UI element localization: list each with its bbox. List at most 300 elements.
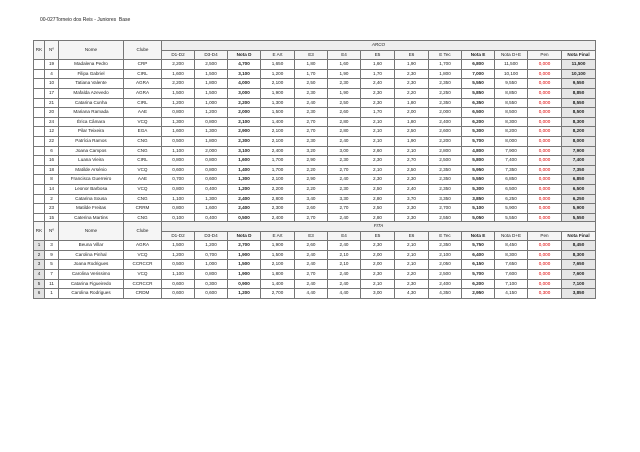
table-row <box>34 250 596 260</box>
cell-d1d2: 1,200 <box>162 98 195 108</box>
page-title: 00-027Torneio dos Reis - Juniores Base <box>40 17 131 23</box>
cell-notade: 5,900 <box>495 204 528 214</box>
cell-notae: 5,700 <box>462 136 495 146</box>
cell-d3d4: 1,300 <box>195 127 228 137</box>
cell-notade: 7,100 <box>495 279 528 289</box>
cell-d1d2: 0,700 <box>162 175 195 185</box>
cell-e5: 2,10 <box>361 127 395 137</box>
cell-e6: 2,20 <box>395 269 429 279</box>
cell-nome: Beuna Villar <box>59 241 124 251</box>
cell-notae: 5,300 <box>462 127 495 137</box>
cell-d1d2: 1,100 <box>162 269 195 279</box>
cell-nome: Catarina Cunha <box>59 98 124 108</box>
cell-d3d4: 1,600 <box>195 204 228 214</box>
cell-etec: 2,100 <box>429 250 462 260</box>
cell-notade: 8,000 <box>495 136 528 146</box>
column-header-pen: Pen <box>528 231 562 241</box>
cell-e5: 1,60 <box>361 60 395 70</box>
cell-notade: 7,400 <box>495 156 528 166</box>
cell-e5: 1,70 <box>361 69 395 79</box>
cell-rk <box>34 98 45 108</box>
cell-pen: 0,000 <box>528 194 562 204</box>
cell-pen: 0,000 <box>528 213 562 223</box>
cell-notae: 5,700 <box>462 269 495 279</box>
column-header-clube: Clube <box>124 222 162 241</box>
cell-rk <box>34 204 45 214</box>
header-row <box>34 222 596 232</box>
cell-notade: 8,550 <box>495 98 528 108</box>
cell-notae: 6,400 <box>462 250 495 260</box>
cell-e6: 1,90 <box>395 60 429 70</box>
cell-rk <box>34 108 45 118</box>
cell-eart: 2,300 <box>261 204 295 214</box>
cell-e4: 2,40 <box>328 241 361 251</box>
cell-nome: Carolina Pinhal <box>59 250 124 260</box>
cell-e6: 2,10 <box>395 146 429 156</box>
column-header-etec: E Tec <box>429 231 462 241</box>
cell-e4: 2,30 <box>328 156 361 166</box>
cell-etec: 2,000 <box>429 108 462 118</box>
cell-final: 7,650 <box>562 260 596 270</box>
table-row <box>34 79 596 89</box>
cell-notade: 8,500 <box>495 108 528 118</box>
cell-clube: AGRA <box>124 88 162 98</box>
cell-nome: Joana Rodrigues <box>59 260 124 270</box>
cell-e3: 2,70 <box>295 213 328 223</box>
cell-eart: 1,900 <box>261 241 295 251</box>
cell-etec: 2,350 <box>429 165 462 175</box>
cell-e5: 2,10 <box>361 136 395 146</box>
cell-rk <box>34 60 45 70</box>
cell-e5: 2,10 <box>361 117 395 127</box>
cell-pen: 0,000 <box>528 69 562 79</box>
cell-eart: 2,400 <box>261 146 295 156</box>
cell-d3d4: 0,600 <box>195 175 228 185</box>
cell-d3d4: 0,300 <box>195 279 228 289</box>
cell-e4: 2,80 <box>328 127 361 137</box>
column-header-notade: Nota D+E <box>495 50 528 60</box>
table-row <box>34 98 596 108</box>
cell-e6: 2,00 <box>395 108 429 118</box>
cell-final: 9,550 <box>562 79 596 89</box>
cell-e6: 1,90 <box>395 136 429 146</box>
cell-d1d2: 0,800 <box>162 156 195 166</box>
cell-nome: Pilar Teixeira <box>59 127 124 137</box>
cell-eart: 1,500 <box>261 250 295 260</box>
table-row <box>34 127 596 137</box>
cell-num: 12 <box>45 127 59 137</box>
column-header-notae: Nota E <box>462 231 495 241</box>
cell-nome: Matilde Arsénio <box>59 165 124 175</box>
cell-etec: 2,600 <box>429 127 462 137</box>
cell-notae: 5,850 <box>462 88 495 98</box>
cell-notade: 9,550 <box>495 79 528 89</box>
cell-d1d2: 0,600 <box>162 279 195 289</box>
cell-d1d2: 1,200 <box>162 250 195 260</box>
cell-eart: 2,100 <box>261 175 295 185</box>
cell-e4: 1,60 <box>328 60 361 70</box>
cell-d3d4: 0,800 <box>195 156 228 166</box>
cell-rk <box>34 156 45 166</box>
cell-final: 6,250 <box>562 194 596 204</box>
cell-etec: 2,400 <box>429 117 462 127</box>
cell-final: 6,500 <box>562 184 596 194</box>
cell-e5: 2,30 <box>361 175 395 185</box>
cell-d1d2: 1,100 <box>162 146 195 156</box>
cell-d1d2: 0,800 <box>162 108 195 118</box>
cell-final: 8,850 <box>562 88 596 98</box>
cell-e5: 3,00 <box>361 289 395 299</box>
cell-notade: 11,500 <box>495 60 528 70</box>
cell-notae: 5,550 <box>462 175 495 185</box>
cell-e5: 2,40 <box>361 79 395 89</box>
cell-final: 5,900 <box>562 204 596 214</box>
cell-rk <box>34 194 45 204</box>
cell-d1d2: 1,100 <box>162 194 195 204</box>
cell-d1d2: 1,300 <box>162 117 195 127</box>
cell-e4: 2,40 <box>328 213 361 223</box>
cell-clube: CCRCCR <box>124 279 162 289</box>
cell-num: 18 <box>45 165 59 175</box>
cell-e6: 2,10 <box>395 241 429 251</box>
table-row <box>34 60 596 70</box>
cell-nome: Carolina Rodrigues <box>59 289 124 299</box>
cell-eart: 2,100 <box>261 127 295 137</box>
cell-num: 9 <box>45 250 59 260</box>
cell-e5: 2,50 <box>361 204 395 214</box>
cell-e4: 3,00 <box>328 146 361 156</box>
cell-clube: CRDM <box>124 289 162 299</box>
cell-e6: 2,70 <box>395 156 429 166</box>
cell-e6: 2,30 <box>395 69 429 79</box>
cell-notae: 5,950 <box>462 165 495 175</box>
cell-notad: 2,200 <box>228 98 261 108</box>
cell-d1d2: 0,600 <box>162 165 195 175</box>
cell-e6: 2,30 <box>395 279 429 289</box>
table-row <box>34 156 596 166</box>
cell-e6: 1,80 <box>395 98 429 108</box>
cell-eart: 2,700 <box>261 289 295 299</box>
cell-d3d4: 1,000 <box>195 260 228 270</box>
cell-clube: CCRCCR <box>124 260 162 270</box>
cell-pen: 0,000 <box>528 165 562 175</box>
cell-rk <box>34 88 45 98</box>
cell-eart: 1,800 <box>261 269 295 279</box>
cell-notad: 2,400 <box>228 194 261 204</box>
cell-notae: 5,800 <box>462 156 495 166</box>
cell-e4: 2,10 <box>328 260 361 270</box>
cell-etec: 2,550 <box>429 213 462 223</box>
column-header-notae: Nota E <box>462 50 495 60</box>
cell-num: 7 <box>45 269 59 279</box>
cell-pen: 0,000 <box>528 241 562 251</box>
cell-num: 3 <box>45 241 59 251</box>
section-label: FITA <box>162 222 596 232</box>
cell-rk: 2 <box>34 250 45 260</box>
cell-e5: 2,00 <box>361 260 395 270</box>
cell-e3: 2,30 <box>295 88 328 98</box>
cell-notad: 2,100 <box>228 117 261 127</box>
cell-num: 8 <box>45 175 59 185</box>
cell-e3: 2,20 <box>295 184 328 194</box>
cell-e3: 2,40 <box>295 260 328 270</box>
cell-num: 17 <box>45 88 59 98</box>
cell-notad: 2,900 <box>228 127 261 137</box>
cell-notad: 1,500 <box>228 260 261 270</box>
cell-clube: AAE <box>124 175 162 185</box>
table-row <box>34 194 596 204</box>
cell-etec: 2,250 <box>429 88 462 98</box>
cell-eart: 1,400 <box>261 117 295 127</box>
cell-final: 8,300 <box>562 250 596 260</box>
cell-notade: 6,500 <box>495 184 528 194</box>
column-header-rk: RK <box>34 41 45 60</box>
cell-nome: Mafalda Azevedo <box>59 88 124 98</box>
cell-notae: 3,850 <box>462 194 495 204</box>
cell-final: 11,500 <box>562 60 596 70</box>
cell-notad: 4,700 <box>228 60 261 70</box>
column-header-notade: Nota D+E <box>495 231 528 241</box>
cell-notae: 6,800 <box>462 60 495 70</box>
cell-notae: 5,100 <box>462 204 495 214</box>
cell-e4: 2,50 <box>328 98 361 108</box>
cell-notad: 0,900 <box>228 279 261 289</box>
cell-d1d2: 0,500 <box>162 260 195 270</box>
table-row <box>34 88 596 98</box>
cell-pen: 0,000 <box>528 279 562 289</box>
cell-d1d2: 0,100 <box>162 213 195 223</box>
cell-e5: 2,50 <box>361 184 395 194</box>
column-header-d1d2: D1-D2 <box>162 50 195 60</box>
cell-notad: 1,900 <box>228 250 261 260</box>
table-row <box>34 165 596 175</box>
cell-e4: 2,40 <box>328 175 361 185</box>
cell-nome: Leonor Barbosa <box>59 184 124 194</box>
cell-etec: 1,800 <box>429 69 462 79</box>
cell-d3d4: 2,000 <box>195 146 228 156</box>
cell-d3d4: 1,300 <box>195 194 228 204</box>
table-row <box>34 69 596 79</box>
cell-eart: 1,700 <box>261 156 295 166</box>
section-label: ARCO <box>162 41 596 51</box>
cell-pen: 0,000 <box>528 260 562 270</box>
cell-notad: 1,200 <box>228 289 261 299</box>
cell-etec: 2,350 <box>429 98 462 108</box>
cell-d1d2: 0,600 <box>162 289 195 299</box>
cell-num: 4 <box>45 69 59 79</box>
cell-notae: 4,800 <box>462 146 495 156</box>
cell-num: 14 <box>45 184 59 194</box>
cell-d1d2: 1,500 <box>162 88 195 98</box>
cell-notad: 0,500 <box>228 213 261 223</box>
cell-clube: CNG <box>124 146 162 156</box>
column-header-eart: E Art <box>261 231 295 241</box>
cell-clube: AGRA <box>124 241 162 251</box>
cell-clube: CRRM <box>124 204 162 214</box>
cell-etec: 4,350 <box>429 289 462 299</box>
cell-clube: VCQ <box>124 117 162 127</box>
cell-notade: 4,150 <box>495 289 528 299</box>
cell-e5: 2,00 <box>361 250 395 260</box>
cell-nome: Madalena Pedro <box>59 60 124 70</box>
column-header-e3: E3 <box>295 50 328 60</box>
cell-d1d2: 0,800 <box>162 184 195 194</box>
cell-eart: 2,800 <box>261 194 295 204</box>
cell-e3: 3,20 <box>295 146 328 156</box>
cell-num: 16 <box>45 156 59 166</box>
cell-pen: 0,000 <box>528 79 562 89</box>
cell-pen: 0,000 <box>528 88 562 98</box>
cell-d1d2: 0,800 <box>162 204 195 214</box>
cell-num: 2 <box>45 194 59 204</box>
cell-e3: 2,30 <box>295 136 328 146</box>
cell-e6: 2,10 <box>395 260 429 270</box>
cell-num: 11 <box>45 279 59 289</box>
column-header-notad: Nota D <box>228 50 261 60</box>
table-row <box>34 269 596 279</box>
cell-nome: Matilde Freitas <box>59 204 124 214</box>
cell-e4: 2,70 <box>328 204 361 214</box>
column-header-etec: E Tec <box>429 50 462 60</box>
cell-e5: 2,30 <box>361 269 395 279</box>
cell-pen: 0,000 <box>528 127 562 137</box>
cell-etec: 2,400 <box>429 279 462 289</box>
cell-notade: 7,600 <box>495 269 528 279</box>
cell-notad: 3,100 <box>228 69 261 79</box>
cell-d3d4: 0,800 <box>195 117 228 127</box>
table-row <box>34 289 596 299</box>
cell-notae: 6,200 <box>462 279 495 289</box>
cell-rk <box>34 69 45 79</box>
cell-etec: 2,200 <box>429 136 462 146</box>
cell-notade: 8,850 <box>495 88 528 98</box>
cell-num: 19 <box>45 60 59 70</box>
cell-clube: CNG <box>124 136 162 146</box>
table-row <box>34 204 596 214</box>
cell-eart: 1,650 <box>261 60 295 70</box>
column-header-final: Nota Final <box>562 231 596 241</box>
cell-nome: Catarina Sousa <box>59 194 124 204</box>
cell-clube: EGA <box>124 127 162 137</box>
table-row <box>34 184 596 194</box>
column-header-e3: E3 <box>295 231 328 241</box>
cell-clube: CIRL <box>124 98 162 108</box>
cell-e6: 2,50 <box>395 165 429 175</box>
cell-final: 8,450 <box>562 241 596 251</box>
cell-final: 10,100 <box>562 69 596 79</box>
cell-e4: 1,90 <box>328 69 361 79</box>
cell-etec: 1,700 <box>429 60 462 70</box>
cell-e5: 2,30 <box>361 241 395 251</box>
cell-rk <box>34 117 45 127</box>
cell-eart: 2,400 <box>261 213 295 223</box>
table-row <box>34 241 596 251</box>
cell-nome: Patrícia Ramos <box>59 136 124 146</box>
cell-notad: 1,600 <box>228 156 261 166</box>
cell-num: 23 <box>45 204 59 214</box>
cell-e4: 2,30 <box>328 79 361 89</box>
cell-e6: 2,40 <box>395 184 429 194</box>
column-header-pen: Pen <box>528 50 562 60</box>
column-header-e4: E4 <box>328 50 361 60</box>
cell-etec: 2,350 <box>429 175 462 185</box>
cell-eart: 1,700 <box>261 165 295 175</box>
cell-nome: Mariana Ramada <box>59 108 124 118</box>
cell-pen: 0,000 <box>528 175 562 185</box>
cell-num: 21 <box>45 98 59 108</box>
cell-notad: 1,900 <box>228 269 261 279</box>
cell-final: 8,300 <box>562 117 596 127</box>
cell-eart: 1,300 <box>261 98 295 108</box>
cell-notade: 6,250 <box>495 194 528 204</box>
cell-d3d4: 0,800 <box>195 269 228 279</box>
cell-notad: 1,200 <box>228 184 261 194</box>
cell-e6: 4,30 <box>395 289 429 299</box>
cell-e3: 2,70 <box>295 269 328 279</box>
cell-num: 22 <box>45 136 59 146</box>
cell-notad: 3,000 <box>228 88 261 98</box>
cell-e6: 1,80 <box>395 117 429 127</box>
column-header-d1d2: D1-D2 <box>162 231 195 241</box>
table-row <box>34 279 596 289</box>
cell-notade: 5,550 <box>495 213 528 223</box>
cell-e5: 2,30 <box>361 88 395 98</box>
cell-notad: 1,400 <box>228 165 261 175</box>
cell-nome: Carolina Verissimo <box>59 269 124 279</box>
cell-clube: CRP <box>124 60 162 70</box>
cell-etec: 2,350 <box>429 79 462 89</box>
cell-final: 8,000 <box>562 136 596 146</box>
cell-e4: 3,30 <box>328 194 361 204</box>
cell-d3d4: 1,500 <box>195 69 228 79</box>
cell-e4: 2,40 <box>328 136 361 146</box>
cell-clube: VCQ <box>124 184 162 194</box>
cell-rk <box>34 79 45 89</box>
column-header-eart: E Art <box>261 50 295 60</box>
table-row <box>34 136 596 146</box>
cell-final: 7,400 <box>562 156 596 166</box>
cell-e3: 4,40 <box>295 289 328 299</box>
column-header-final: Nota Final <box>562 50 596 60</box>
column-header-num: Nº <box>45 41 59 60</box>
cell-e3: 2,50 <box>295 79 328 89</box>
cell-e3: 2,20 <box>295 165 328 175</box>
cell-nome: Tatiana Valente <box>59 79 124 89</box>
cell-final: 7,900 <box>562 146 596 156</box>
cell-pen: 0,000 <box>528 156 562 166</box>
cell-e3: 1,80 <box>295 60 328 70</box>
cell-clube: CIRL <box>124 156 162 166</box>
cell-d3d4: 2,500 <box>195 60 228 70</box>
cell-clube: AGRA <box>124 79 162 89</box>
cell-e4: 1,90 <box>328 88 361 98</box>
cell-eart: 1,500 <box>261 108 295 118</box>
cell-e3: 1,70 <box>295 69 328 79</box>
header-row <box>34 41 596 51</box>
cell-e4: 2,30 <box>328 184 361 194</box>
column-header-nome: Nome <box>59 41 124 60</box>
cell-e4: 2,70 <box>328 165 361 175</box>
cell-notae: 7,000 <box>462 69 495 79</box>
cell-clube: VCQ <box>124 165 162 175</box>
cell-notad: 2,000 <box>228 108 261 118</box>
cell-notad: 1,300 <box>228 175 261 185</box>
cell-etec: 2,350 <box>429 241 462 251</box>
cell-rk: 6 <box>34 289 45 299</box>
cell-d3d4: 0,800 <box>195 165 228 175</box>
cell-d3d4: 0,400 <box>195 213 228 223</box>
cell-num: 20 <box>45 108 59 118</box>
